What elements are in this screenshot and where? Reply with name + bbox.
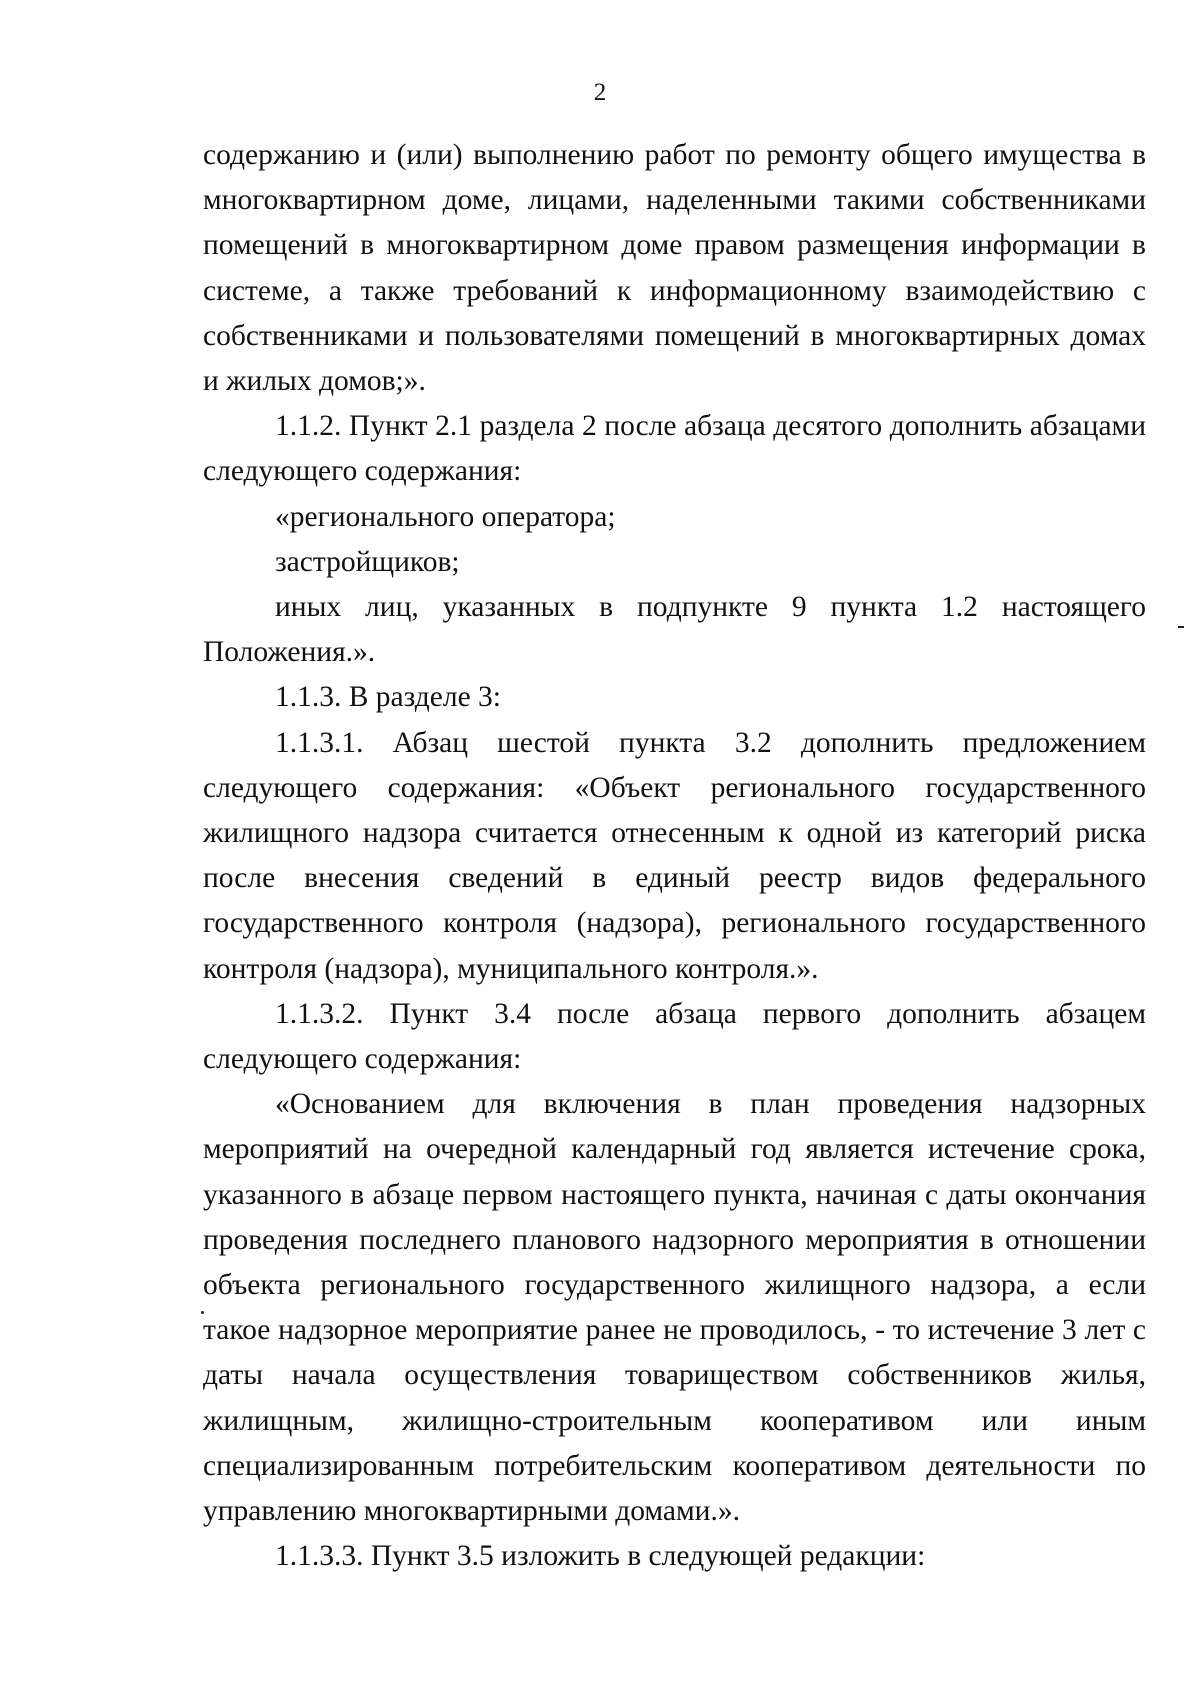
- paragraph: «регионального оператора;: [275, 500, 616, 533]
- paragraph: «Основанием для включения в план проведения надзорных мероприятий на очередной календарный год является истечение срока, указанного в абзаце первом настоящего пункта, начиная с даты окончания проведения последнего планового надзорного мероприятия в отношении объекта регионального государственного жилищного надзора, а если такое надзорное мероприятие ранее не проводилось, - то истечение 3 лет с даты начала осуществления товариществом собственников жилья, жилищным, жилищно-строительным кооперативом или иным специализированным потребительским кооперативом деятельности по управлению многоквартирными домами.».: [203, 1088, 1146, 1528]
- document-body: [203, 133, 1146, 1580]
- paragraph: 1.1.3.1. Абзац шестой пункта 3.2 дополнить предложением следующего содержания: «Объект регионального государственного жилищного надзора считается отнесенным к одной из категорий риска после внесения сведений в единый реестр видов федерального государственного контроля (надзора), регионального государственного контроля (надзора), муниципального контроля.».: [203, 726, 1146, 985]
- paragraph: иных лиц, указанных в подпункте 9 пункта 1.2 настоящего Положения.».: [203, 591, 1146, 669]
- paragraph: застройщиков;: [275, 545, 460, 578]
- page-number: 2: [593, 79, 607, 106]
- scan-speck: [1178, 626, 1184, 628]
- paragraph: 1.1.3.3. Пункт 3.5 изложить в следующей редакции:: [275, 1540, 926, 1573]
- scan-speck: [201, 1311, 204, 1314]
- paragraph: содержанию и (или) выполнению работ по ремонту общего имущества в многоквартирном доме, лицами, наделенными такими собственниками помещений в многоквартирном доме правом размещения информации в системе, а также требований к информационному взаимодействию с собственниками и пользователями помещений в многоквартирных домах и жилых домов;».: [203, 139, 1146, 398]
- paragraph: 1.1.2. Пункт 2.1 раздела 2 после абзаца десятого дополнить абзацами следующего содержания:: [203, 410, 1146, 488]
- paragraph: 1.1.3. В разделе 3:: [275, 681, 502, 714]
- paragraph: 1.1.3.2. Пункт 3.4 после абзаца первого дополнить абзацем следующего содержания:: [203, 997, 1146, 1076]
